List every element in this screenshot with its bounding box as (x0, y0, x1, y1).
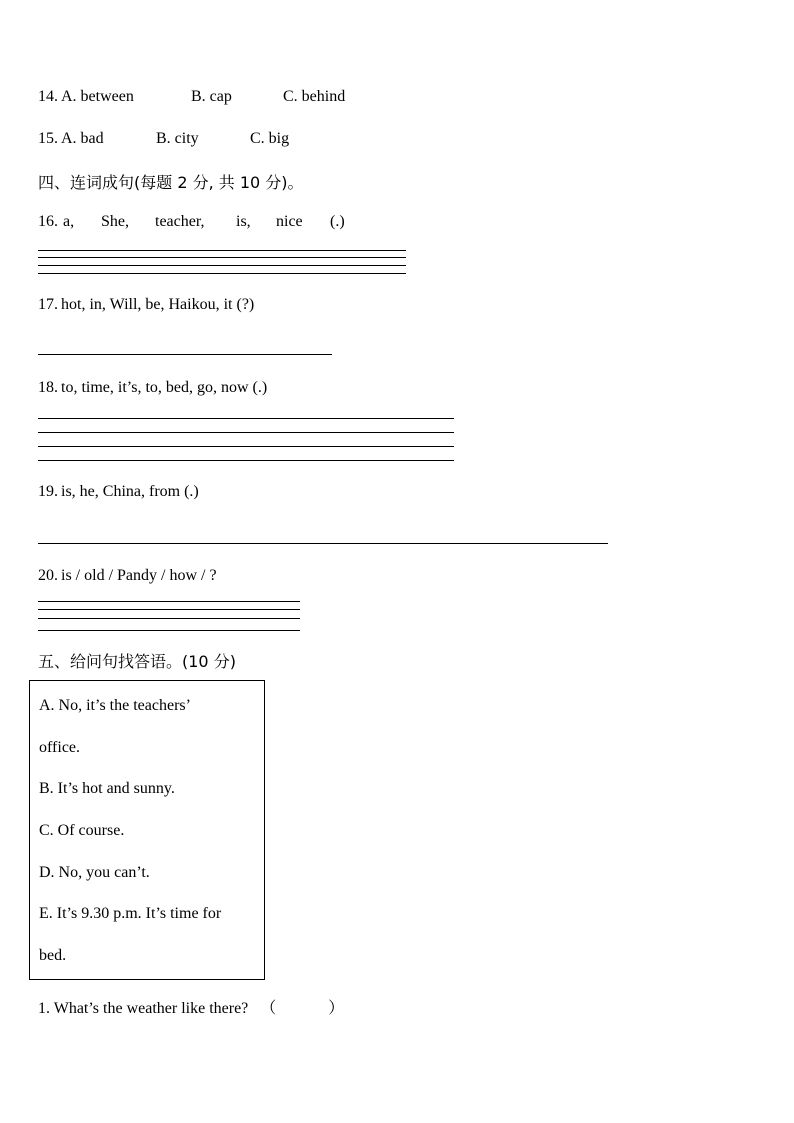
answer-paren-close: ） (328, 998, 345, 1017)
answer-option-d: D. No, you can’t. (39, 864, 150, 881)
answer-option-e: E. It’s 9.30 p.m. It’s time for (39, 905, 222, 922)
answer-option-b: B. It’s hot and sunny. (39, 780, 175, 797)
answer-line[interactable] (38, 418, 454, 419)
question-text: 1. What’s the weather like there? (38, 1000, 249, 1017)
answer-option-e-continued: bed. (39, 947, 67, 964)
question-number: 15. (38, 130, 58, 147)
answer-option-a-continued: office. (39, 739, 81, 756)
question-1 (38, 995, 344, 1018)
answer-line[interactable] (38, 265, 406, 266)
question-number: 17. (38, 296, 58, 313)
option-b: B. city (156, 130, 199, 147)
answer-line[interactable] (38, 630, 300, 631)
answer-option-c: C. Of course. (39, 822, 125, 839)
option-a: A. between (61, 88, 134, 105)
answer-line[interactable] (38, 432, 454, 433)
word: nice (276, 213, 303, 230)
option-c: C. big (250, 130, 290, 147)
question-number: 14. (38, 88, 58, 105)
question-words: hot, in, Will, be, Haikou, it (?) (61, 296, 255, 313)
question-number: 16. (38, 213, 58, 230)
option-c: C. behind (283, 88, 346, 105)
answer-line[interactable] (38, 618, 300, 619)
answer-line[interactable] (38, 543, 608, 544)
option-b: B. cap (191, 88, 232, 105)
section-heading-4: 四、连词成句(每题 2 分, 共 10 分)。 (38, 173, 304, 192)
question-words: is, he, China, from (.) (61, 483, 199, 500)
answer-option-a: A. No, it’s the teachers’ (39, 697, 191, 714)
question-number: 20. (38, 567, 58, 584)
answer-line[interactable] (38, 460, 454, 461)
answer-line[interactable] (38, 354, 332, 355)
question-number: 18. (38, 379, 58, 396)
word: teacher, (155, 213, 205, 230)
word: She, (101, 213, 129, 230)
question-words: to, time, it’s, to, bed, go, now (.) (61, 379, 268, 396)
answer-line[interactable] (38, 601, 300, 602)
answer-line[interactable] (38, 273, 406, 274)
answer-options-box (29, 680, 265, 980)
answer-line[interactable] (38, 446, 454, 447)
answer-line[interactable] (38, 250, 406, 251)
answer-paren-open: （ (260, 998, 277, 1017)
option-a: A. bad (61, 130, 104, 147)
word: (.) (330, 213, 345, 230)
answer-line[interactable] (38, 609, 300, 610)
answer-line[interactable] (38, 257, 406, 258)
question-number: 19. (38, 483, 58, 500)
word: is, (236, 213, 251, 230)
question-words: is / old / Pandy / how / ? (61, 567, 217, 584)
section-heading-5: 五、给问句找答语。(10 分) (38, 652, 236, 671)
word: a, (63, 213, 75, 230)
